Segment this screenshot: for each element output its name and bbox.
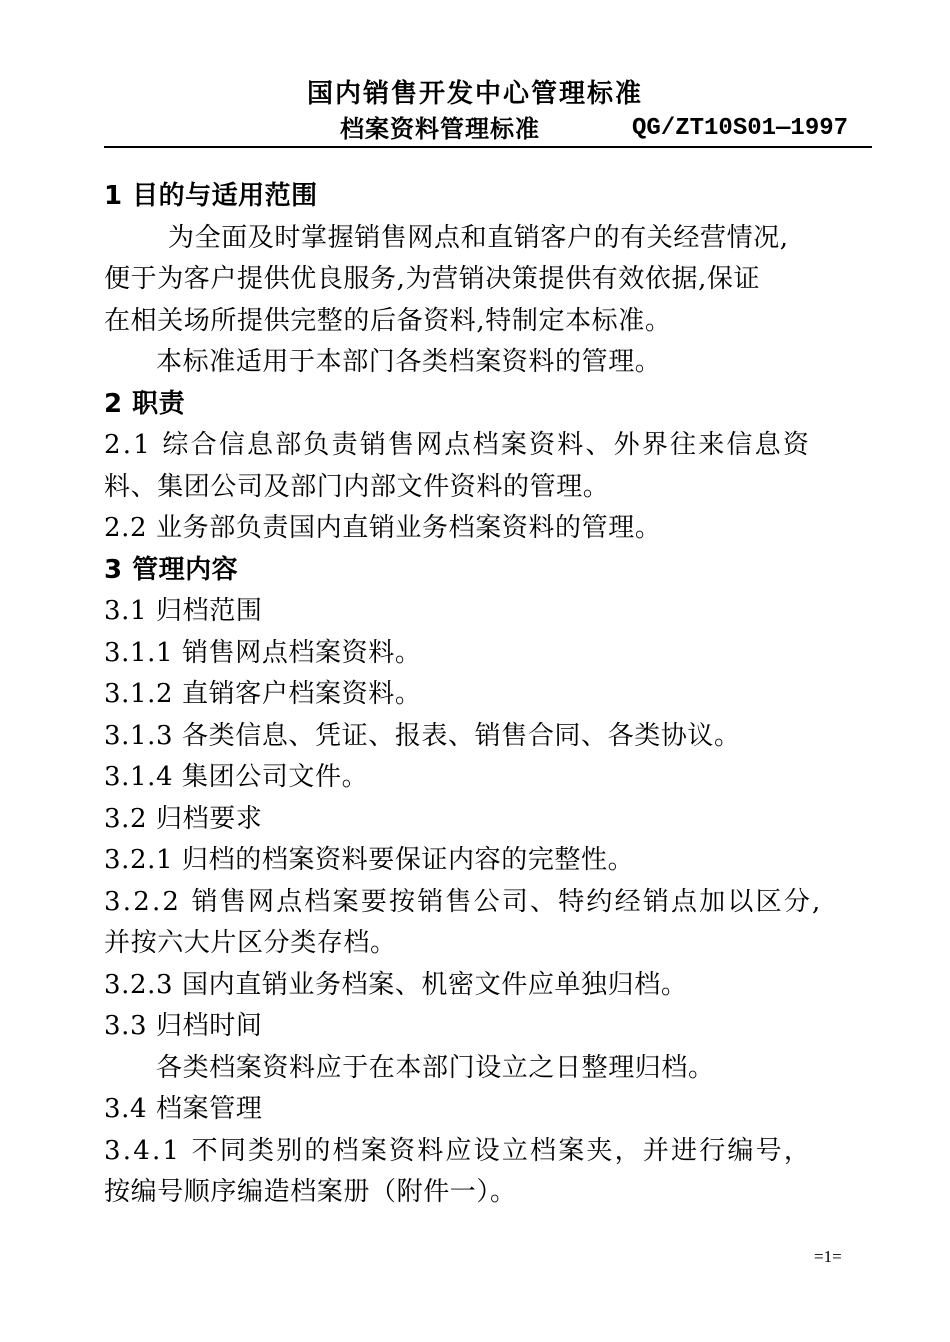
item-3-4-1-line: 按编号顺序编造档案册（附件一）。 [104, 1177, 517, 1207]
doc-code: QG/ZT10S01—1997 [632, 115, 849, 142]
org-title: 国内销售开发中心管理标准 [306, 79, 643, 109]
doc-title: 档案资料管理标准 [340, 115, 540, 143]
section-2-heading: 2 职责 [104, 388, 186, 419]
item-3-1-1: 3.1.1 销售网点档案资料。 [104, 637, 422, 668]
section-1-paragraph-line: 为全面及时掌握销售网点和直销客户的有关经营情况, [168, 222, 789, 253]
item-3-3-text: 各类档案资料应于在本部门设立之日整理归档。 [156, 1052, 715, 1083]
section-1-heading: 1 目的与适用范围 [104, 181, 318, 211]
item-3-2-3: 3.2.3 国内直销业务档案、机密文件应单独归档。 [104, 969, 688, 1000]
item-3-3: 3.3 归档时间 [104, 1011, 263, 1041]
item-3-2-2-line: 3.2.2 销售网点档案要按销售公司、特约经销点加以区分, [104, 886, 823, 917]
page-number: =1= [814, 1247, 842, 1266]
section-1-paragraph-line: 便于为客户提供优良服务,为营销决策提供有效依据,保证 [104, 264, 761, 294]
item-3-1: 3.1 归档范围 [104, 596, 263, 626]
document-body [104, 176, 884, 1214]
item-3-1-3: 3.1.3 各类信息、凭证、报表、销售合同、各类协议。 [104, 720, 741, 751]
item-2-2: 2.2 业务部负责国内直销业务档案资料的管理。 [104, 513, 662, 543]
item-3-1-4: 3.1.4 集团公司文件。 [104, 762, 369, 792]
item-3-2-2-line: 并按六大片区分类存档。 [104, 928, 397, 958]
item-3-2: 3.2 归档要求 [104, 803, 263, 834]
item-3-1-2: 3.1.2 直销客户档案资料。 [104, 679, 422, 709]
item-3-4-1-line: 3.4.1 不同类别的档案资料应设立档案夹，并进行编号， [104, 1135, 813, 1166]
item-3-4: 3.4 档案管理 [104, 1094, 263, 1124]
item-2-1-line: 料、集团公司及部门内部文件资料的管理。 [104, 471, 610, 502]
item-3-2-1: 3.2.1 归档的档案资料要保证内容的完整性。 [104, 845, 635, 875]
section-1-paragraph-line: 在相关场所提供完整的后备资料,特制定本标准。 [104, 305, 672, 336]
item-2-1-line: 2.1 综合信息部负责销售网点档案资料、外界往来信息资 [104, 430, 812, 460]
section-3-heading: 3 管理内容 [104, 554, 239, 585]
section-1-scope-paragraph: 本标准适用于本部门各类档案资料的管理。 [156, 347, 662, 377]
header-divider [104, 146, 872, 148]
